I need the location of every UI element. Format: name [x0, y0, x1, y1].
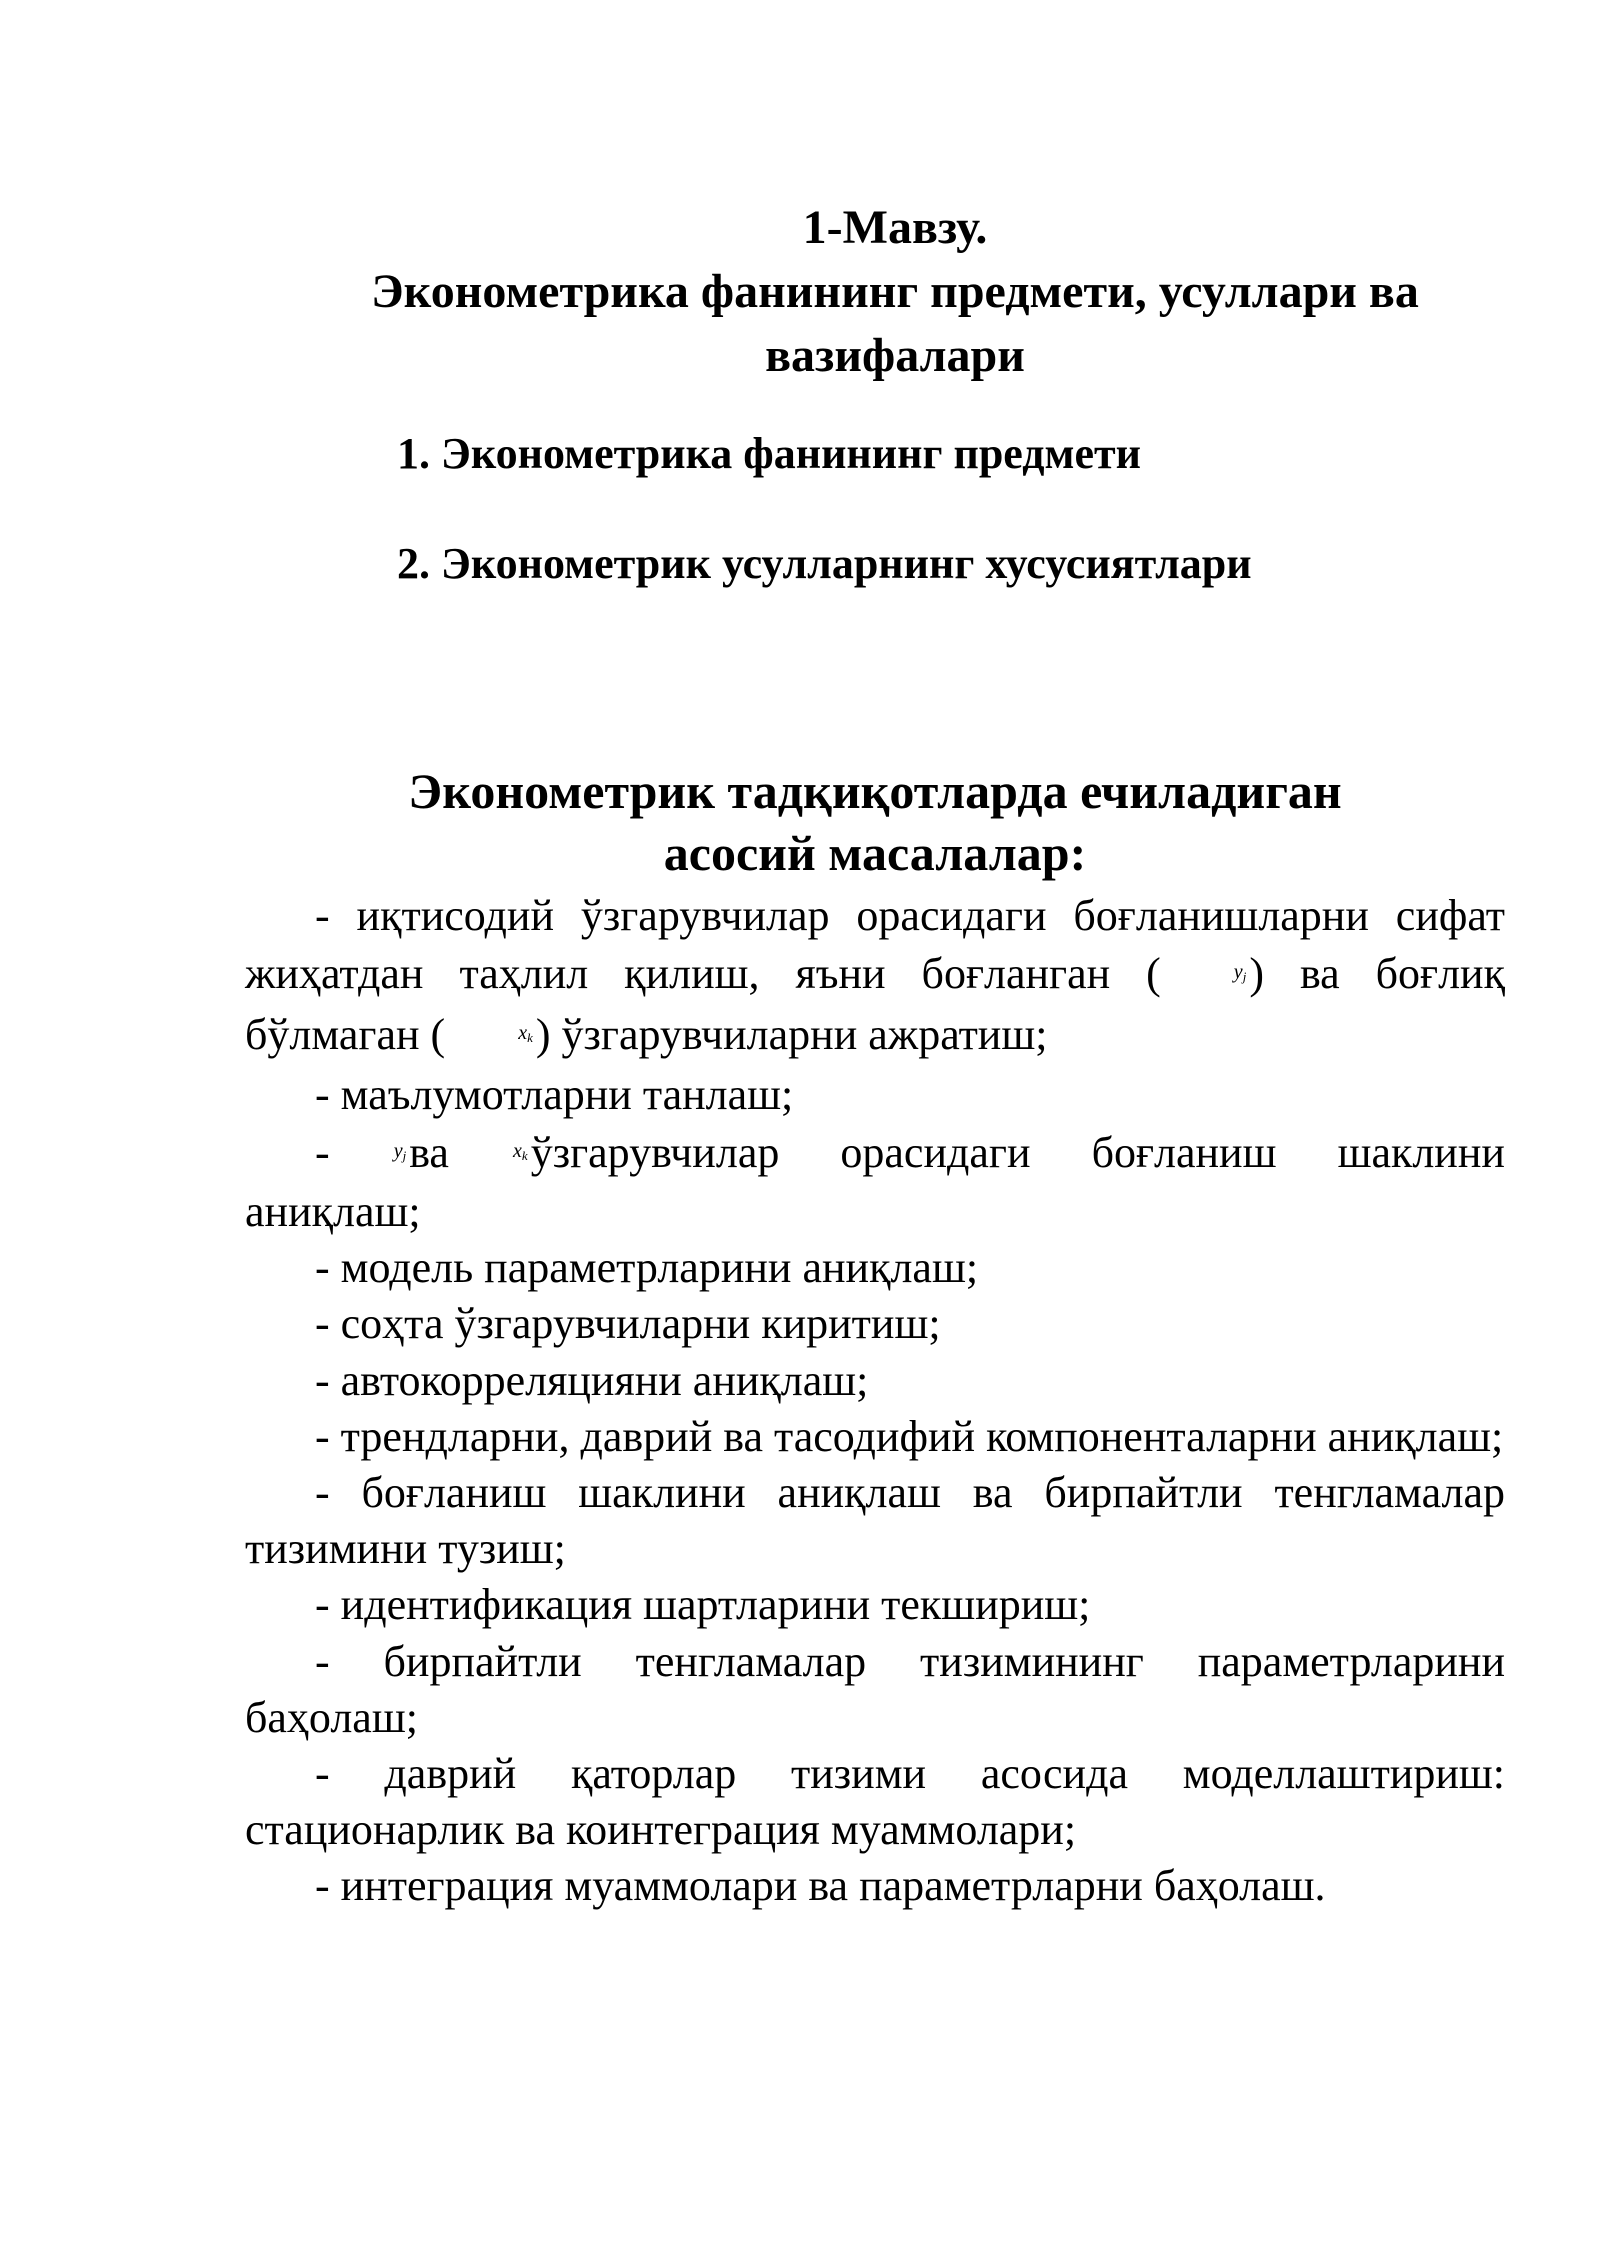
section-heading [245, 760, 1505, 884]
task-list [245, 888, 1505, 1915]
lecture-title [290, 196, 1500, 388]
variable-x-k: $x_k$ [513, 1139, 528, 1163]
list-item: - маълумотларни танлаш; [315, 1069, 794, 1119]
list-item: - $y_jва$ $x_kўзгарувчилар$ орасидаги боғланиш шаклини [245, 1123, 1505, 1184]
lecture-title-line-1: Эконометрика фанининг предмети, усуллари ва [371, 265, 1419, 318]
variable-y-j: $y_j$ [393, 1139, 407, 1163]
list-item: - трендларни, даврий ва тасодифий компоненталарни аниқлаш; [315, 1411, 1504, 1461]
list-item: - модель параметрларини аниқлаш; [315, 1243, 979, 1293]
lecture-title-line-2: вазифалари [765, 329, 1025, 382]
outline-item-2: 2. Эконометрик усулларнинг хусусиятлари [397, 539, 1252, 588]
list-item-continuation: аниқлаш; [245, 1187, 421, 1237]
list-item: - бирпайтли тенгламалар тизимининг параметрларини баҳолаш; [245, 1636, 1505, 1742]
list-item: - иқтисодий ўзгарувчилар орасидаги боғланишларни сифат жиҳатдан таҳлил қилиш, яъни боғланган ( $y_j$) ва боғлиқ бўлмаган ( $x_k$) ўзгарувчиларни ажратиш; [245, 888, 1505, 1067]
list-item: - соҳта ўзгарувчиларни киритиш; [315, 1299, 941, 1349]
outline-item-1: 1. Эконометрика фанининг предмети [397, 429, 1141, 478]
list-item: - даврий қаторлар тизими асосида моделлаштириш: стационарлик ва коинтеграция муаммолари; [245, 1749, 1505, 1855]
list-item: - идентификация шартларини текшириш; [315, 1580, 1091, 1630]
lecture-number: 1-Мавзу. [802, 201, 988, 254]
list-item: - интеграция муаммолари ва параметрларни баҳолаш. [315, 1861, 1326, 1911]
list-item: - автокорреляцияни аниқлаш; [315, 1355, 869, 1405]
list-item: - боғланиш шаклини аниқлаш ва бирпайтли тенгламалар тизимини тузиш; [245, 1468, 1505, 1574]
section-heading-line-2: асосий масалалар: [663, 825, 1087, 881]
section-heading-line-1: Эконометрик тадқиқотларда ечиладиган [408, 763, 1342, 819]
variable-y-j: $y_j$ [1233, 961, 1247, 985]
variable-x-k: $x_k$ [518, 1022, 533, 1046]
